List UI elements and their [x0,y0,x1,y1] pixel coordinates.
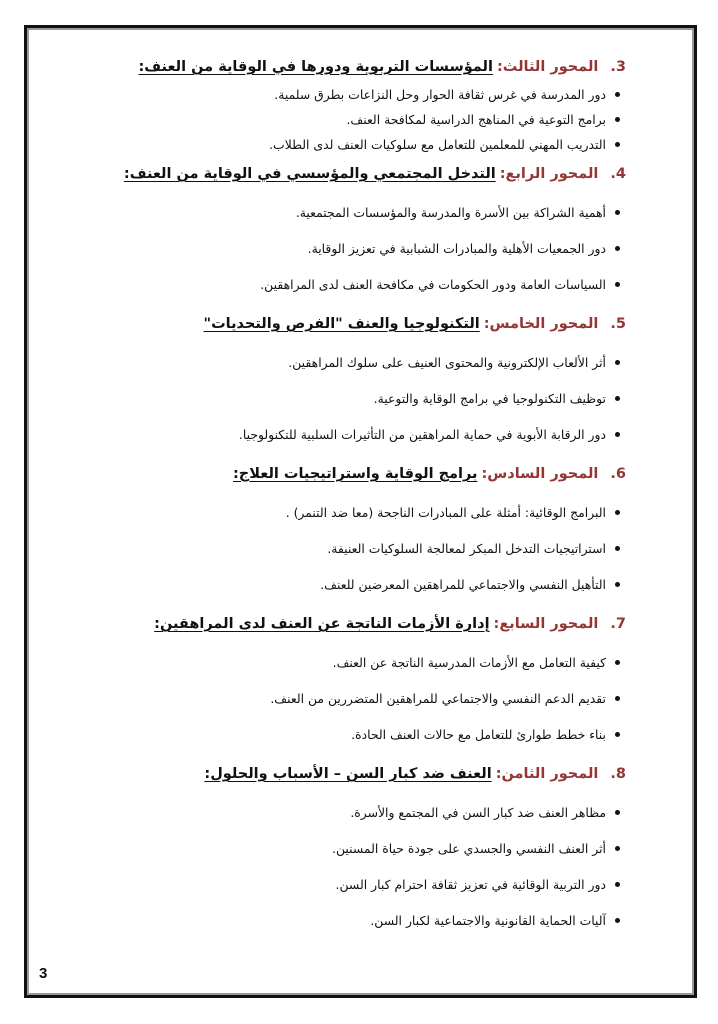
bullet-icon [615,396,620,401]
bullet-icon [615,582,620,587]
list-item [106,82,620,107]
bullet-icon [615,918,620,923]
section-heading [106,159,626,189]
bullet-icon [615,660,620,665]
list-item-text: السياسات العامة ودور الحكومات في مكافحة العنف لدى المراهقين. [260,277,606,292]
section-title: العنف ضد كبار السن – الأسباب والحلول: [204,766,492,782]
section-number: .4 [610,166,626,182]
bullet-list [106,345,626,453]
section-label: المحور الثالث: [496,59,599,75]
list-item-text: تقديم الدعم النفسي والاجتماعي للمراهقين المتضررين من العنف. [270,691,606,706]
list-item-text: دور التربية الوقائية في تعزيز ثقافة احترام كبار السن. [335,877,606,892]
section-number: .7 [610,616,626,632]
section-label: المحور الخامس: [483,316,599,332]
list-item-text: البرامج الوقائية: أمثلة على المبادرات الناجحة (معا ضد التنمر) . [285,505,606,520]
section-3 [106,52,626,157]
list-item [106,107,620,132]
bullet-list [106,645,626,753]
list-item-text: كيفية التعامل مع الأزمات المدرسية الناتجة عن العنف. [332,655,606,670]
section-heading [106,759,626,789]
list-item [106,831,620,867]
page-number: 3 [39,965,48,982]
bullet-icon [615,546,620,551]
section-label: المحور السادس: [481,466,599,482]
section-heading [106,459,626,489]
bullet-list [106,795,626,939]
list-item [106,903,620,939]
list-item [106,195,620,231]
list-item [106,795,620,831]
list-item-text: آليات الحماية القانونية والاجتماعية لكبار السن. [370,913,606,928]
list-item [106,717,620,753]
list-item-text: برامج التوعية في المناهج الدراسية لمكافحة العنف. [346,112,606,127]
bullet-icon [615,510,620,515]
bullet-icon [615,882,620,887]
list-item [106,531,620,567]
section-7 [106,609,626,753]
section-label: المحور الثامن: [495,766,599,782]
list-item-text: بناء خطط طوارئ للتعامل مع حالات العنف الحادة. [351,727,606,742]
bullet-icon [615,810,620,815]
section-5 [106,309,626,453]
list-item-text: مظاهر العنف ضد كبار السن في المجتمع والأسرة. [350,805,606,820]
list-item-text: أثر الألعاب الإلكترونية والمحتوى العنيف على سلوك المراهقين. [288,355,606,370]
section-label: المحور السابع: [493,616,599,632]
section-heading [106,609,626,639]
bullet-icon [615,432,620,437]
bullet-icon [615,360,620,365]
list-item [106,231,620,267]
list-item-text: أهمية الشراكة بين الأسرة والمدرسة والمؤسسات المجتمعية. [295,205,606,220]
list-item-text: أثر العنف النفسي والجسدي على جودة حياة المسنين. [332,841,606,856]
list-item-text: التأهيل النفسي والاجتماعي للمراهقين المعرضين للعنف. [320,577,606,592]
bullet-icon [615,92,620,97]
bullet-icon [615,142,620,147]
list-item [106,645,620,681]
bullet-list [106,495,626,603]
section-number: .3 [610,59,626,75]
document-content [106,52,626,939]
section-4 [106,159,626,303]
bullet-list [106,195,626,303]
section-title: برامج الوقاية واستراتيجيات العلاج: [233,466,478,482]
list-item [106,495,620,531]
section-title: التدخل المجتمعي والمؤسسي في الوقاية من العنف: [123,166,496,182]
section-heading [106,309,626,339]
section-title: التكنولوجيا والعنف "الفرص والتحديات" [203,316,480,332]
list-item-text: دور الرقابة الأبوية في حماية المراهقين من التأثيرات السلبية للتكنولوجيا. [238,427,606,442]
list-item [106,417,620,453]
list-item [106,345,620,381]
section-title: المؤسسات التربوية ودورها في الوقاية من العنف: [138,59,493,75]
section-heading [106,52,626,82]
list-item [106,567,620,603]
bullet-icon [615,696,620,701]
list-item-text: استراتيجيات التدخل المبكر لمعالجة السلوكيات العنيفة. [327,541,606,556]
list-item [106,267,620,303]
list-item-text: دور الجمعيات الأهلية والمبادرات الشبابية في تعزيز الوقاية. [307,241,606,256]
list-item [106,381,620,417]
bullet-icon [615,732,620,737]
section-number: .8 [610,766,626,782]
section-title: إدارة الأزمات الناتجة عن العنف لدى المراهقين: [154,616,490,632]
section-8 [106,759,626,939]
list-item [106,132,620,157]
section-number: .6 [610,466,626,482]
bullet-icon [615,246,620,251]
bullet-icon [615,117,620,122]
bullet-list [106,82,626,157]
list-item [106,681,620,717]
list-item [106,867,620,903]
list-item-text: التدريب المهني للمعلمين للتعامل مع سلوكيات العنف لدى الطلاب. [269,137,606,152]
section-number: .5 [610,316,626,332]
bullet-icon [615,846,620,851]
list-item-text: توظيف التكنولوجيا في برامج الوقاية والتوعية. [373,391,606,406]
section-6 [106,459,626,603]
section-label: المحور الرابع: [499,166,599,182]
bullet-icon [615,282,620,287]
bullet-icon [615,210,620,215]
list-item-text: دور المدرسة في غرس ثقافة الحوار وحل النزاعات بطرق سلمية. [274,87,606,102]
